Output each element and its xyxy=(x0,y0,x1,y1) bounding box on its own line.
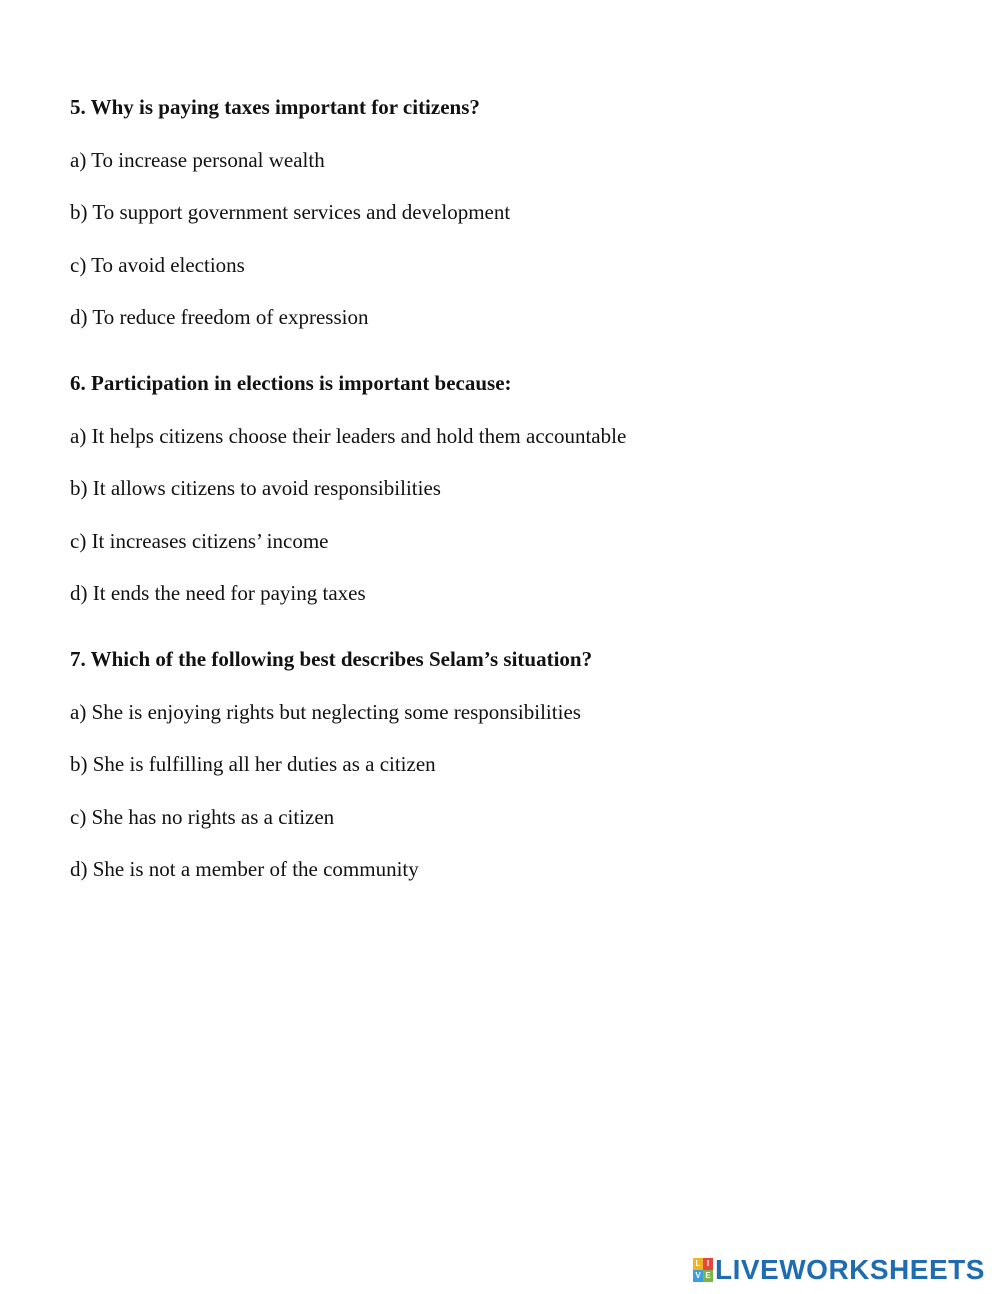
question-7-option-b[interactable]: b) She is fulfilling all her duties as a citizen xyxy=(70,752,436,776)
question-7-title: 7. Which of the following best describes Selam’s situation? xyxy=(70,647,593,671)
question-7-option-d[interactable]: d) She is not a member of the community xyxy=(70,857,419,881)
question-6-title: 6. Participation in elections is important because: xyxy=(70,371,512,395)
question-6-option-b[interactable]: b) It allows citizens to avoid responsibilities xyxy=(70,476,441,500)
question-6-option-a[interactable]: a) It helps citizens choose their leaders and hold them accountable xyxy=(70,424,627,448)
logo-mark-letter: E xyxy=(703,1270,713,1282)
question-5-option-b[interactable]: b) To support government services and development xyxy=(70,200,511,224)
question-5-option-d[interactable]: d) To reduce freedom of expression xyxy=(70,305,369,329)
logo-mark-letter: L xyxy=(693,1258,703,1270)
liveworksheets-logo-text: LIVEWORKSHEETS xyxy=(715,1254,985,1285)
logo-mark-letter: V xyxy=(693,1270,703,1282)
question-7-option-c[interactable]: c) She has no rights as a citizen xyxy=(70,805,335,829)
question-5-option-a[interactable]: a) To increase personal wealth xyxy=(70,148,325,172)
question-7-option-a[interactable]: a) She is enjoying rights but neglecting some responsibilities xyxy=(70,700,581,724)
liveworksheets-logo xyxy=(693,1256,985,1284)
logo-mark-letter: I xyxy=(703,1258,713,1270)
question-5-title: 5. Why is paying taxes important for citizens? xyxy=(70,95,480,119)
liveworksheets-logo-mark-icon xyxy=(693,1258,713,1282)
question-6-option-d[interactable]: d) It ends the need for paying taxes xyxy=(70,581,366,605)
question-6-option-c[interactable]: c) It increases citizens’ income xyxy=(70,529,329,553)
question-5-option-c[interactable]: c) To avoid elections xyxy=(70,253,245,277)
